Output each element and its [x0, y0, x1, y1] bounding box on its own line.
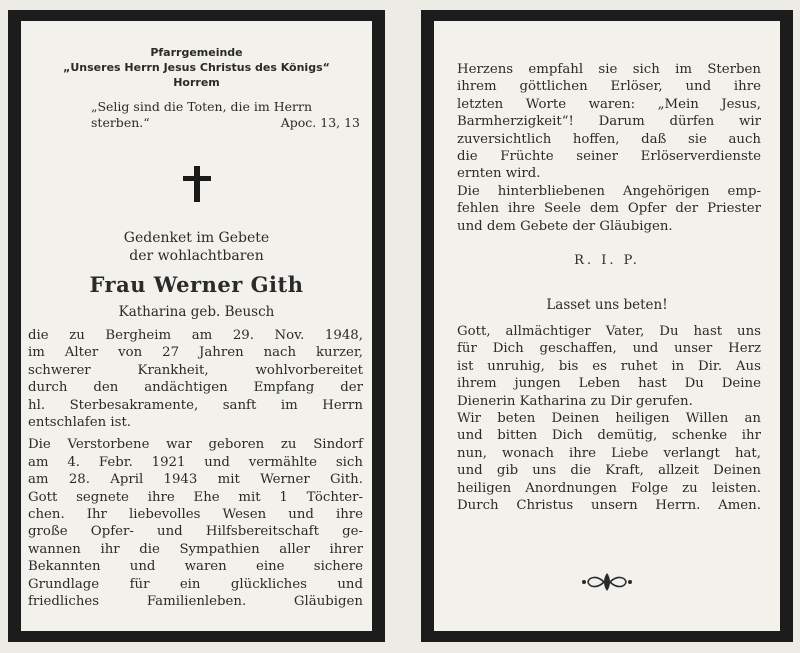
parish-line: Pfarrgemeinde — [150, 46, 243, 59]
right-card-panel — [434, 21, 780, 631]
text-line: und dem Gebete der Gläubigen. — [457, 218, 673, 234]
text-line: am 4. Febr. 1921 und vermählte sich — [28, 454, 363, 470]
left-card — [8, 10, 385, 642]
text-line: durch den andächtigen Empfang der — [28, 380, 363, 396]
text-line: ist unruhig, bis es ruhet in Dir. Aus — [457, 358, 761, 374]
maiden-name: Katharina geb. Beusch — [118, 304, 275, 320]
text-line: Durch Christus unsern Herrn. Amen. — [457, 498, 761, 514]
right-card — [421, 10, 793, 642]
verse-line — [91, 115, 360, 131]
text-line: Grundlage für ein glückliches und — [28, 576, 363, 592]
parish-line: „Unseres Herrn Jesus Christus des Königs“ — [63, 61, 330, 74]
text-line: wannen ihr die Sympathien aller ihrer — [28, 541, 363, 557]
ornament-icon — [580, 569, 634, 595]
remembrance-line: der wohlachtbaren — [129, 248, 264, 264]
text-line: für Dich geschaffen, und unser Herz — [457, 341, 761, 357]
text-line: entschlafen ist. — [28, 415, 132, 431]
text-line: Wir beten Deinen heiligen Willen an — [457, 411, 761, 427]
verse-reference: Apoc. 13, 13 — [280, 115, 360, 130]
text-line: ihrem göttlichen Erlöser, und ihre — [457, 79, 761, 95]
text-line: Die Verstorbene war geboren zu Sindorf — [28, 437, 363, 453]
text-line: Gott, allmächtiger Vater, Du hast uns — [457, 324, 761, 339]
rip-text: R. I. P. — [574, 253, 640, 268]
continuation-text — [457, 61, 761, 235]
cross-icon — [183, 166, 211, 202]
text-line: ernten wird. — [457, 166, 541, 182]
text-line: die zu Bergheim am 29. Nov. 1948, — [28, 328, 363, 343]
text-line: fehlen ihre Seele dem Opfer der Priester — [457, 201, 761, 217]
text-line: am 28. April 1943 mit Werner Gith. — [28, 472, 363, 488]
text-line: Gott segnete ihre Ehe mit 1 Töchter- — [28, 489, 363, 505]
text-line: Die hinterbliebenen Angehörigen emp- — [457, 183, 761, 199]
left-card-panel — [21, 21, 372, 631]
text-line: nun, wonach ihre Liebe verlangt hat, — [457, 445, 761, 461]
text-line: Dienerin Katharina zu Dir gerufen. — [457, 393, 693, 409]
text-line: letzten Worte waren: „Mein Jesus, — [457, 96, 761, 112]
text-line: Barmherzigkeit“! Darum dürfen wir — [457, 114, 761, 130]
bible-verse — [91, 99, 360, 131]
text-line: Herzens empfahl sie sich im Sterben — [457, 62, 761, 77]
text-line: hl. Sterbesakramente, sanft im Herrn — [28, 397, 363, 413]
deceased-name: Frau Werner Gith — [89, 272, 304, 297]
remembrance-heading — [21, 229, 372, 265]
prayer-title: Lasset uns beten! — [546, 297, 668, 313]
text-line: und gib uns die Kraft, allzeit Deinen — [457, 463, 761, 479]
text-line: friedliches Familienleben. Gläubigen — [28, 594, 363, 610]
text-line: die Früchte seiner Erlöserverdienste — [457, 149, 761, 165]
obituary-text — [28, 327, 363, 611]
text-line: schwerer Krankheit, wohlvorbereitet — [28, 362, 363, 378]
verse-text: sterben.“ — [91, 115, 150, 130]
prayer-text — [457, 323, 761, 514]
verse-line: „Selig sind die Toten, die im Herrn — [91, 99, 313, 114]
text-line: und bitten Dich demütig, schenke ihr — [457, 428, 761, 444]
text-line: große Opfer- und Hilfsbereitschaft ge- — [28, 524, 363, 540]
text-line: chen. Ihr liebevolles Wesen und ihre — [28, 507, 363, 523]
text-line: Bekannten und waren eine sichere — [28, 559, 363, 575]
text-line: ihrem jungen Leben hast Du Deine — [457, 376, 761, 392]
text-line: heiligen Anordnungen Folge zu leisten. — [457, 480, 761, 496]
parish-line: Horrem — [173, 76, 220, 89]
text-line: im Alter von 27 Jahren nach kurzer, — [28, 345, 363, 361]
text-line: zuversichtlich hoffen, daß sie auch — [457, 131, 761, 147]
parish-header — [21, 45, 372, 90]
remembrance-line: Gedenket im Gebete — [123, 230, 270, 246]
